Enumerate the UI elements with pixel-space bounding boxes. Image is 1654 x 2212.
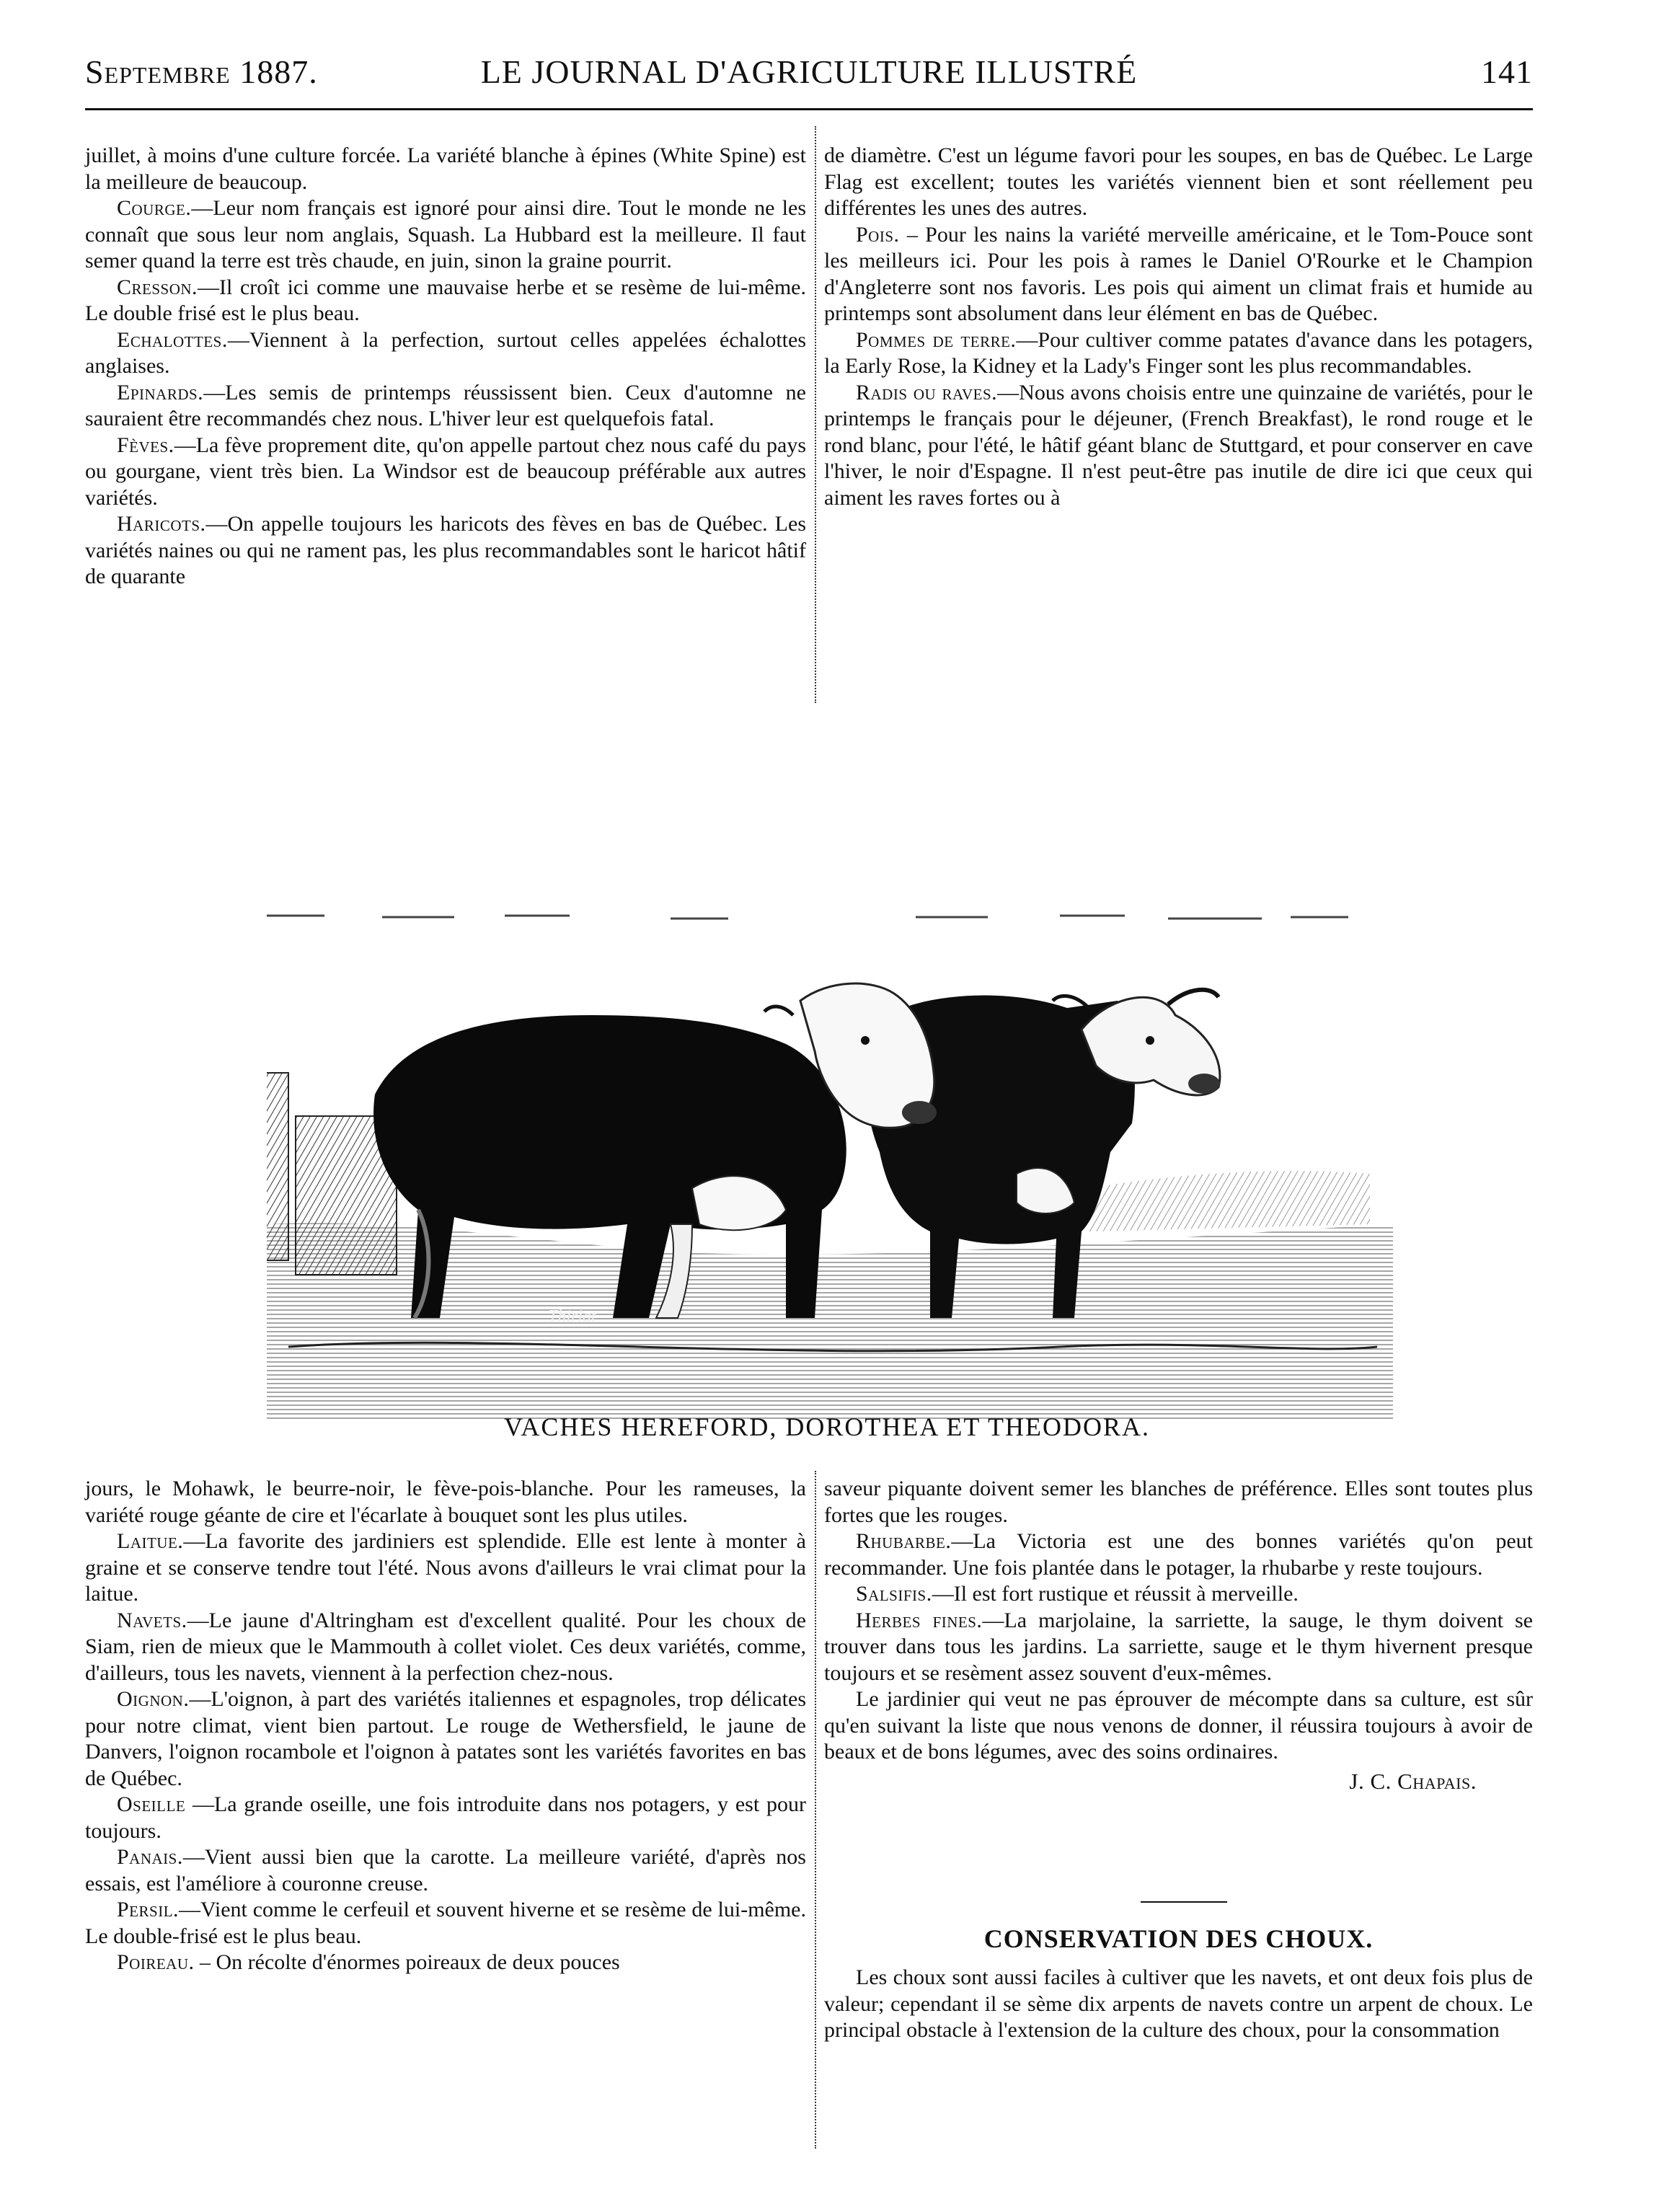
paragraph-text: —Viennent à la perfection, surtout celles appelées échalottes anglaises. xyxy=(85,327,806,378)
paragraph-text: —On appelle toujours les haricots des fèves en bas de Québec. Les variétés naines ou qui ne rament pas, les plus recommandables sont le haricot hâtif de quarante xyxy=(85,512,806,588)
paragraph-text: —Nous avons choisis entre une quinzaine de variétés, pour le printemps le français pour le déjeuner, (French Breakfast), le rond rouge et le rond blanc, pour l'été, le hâtif géant blanc de Stuttgard, et pour conserver en cave l'hiver, le noir d'Espagne. Il n'est peut-être pas inutile de dire ici que ceux qui aiment les raves fortes ou à xyxy=(824,380,1534,510)
entry-heading: Oseille xyxy=(117,1792,186,1816)
paragraph-haricots xyxy=(85,511,806,590)
paragraph-text: —Leur nom français est ignoré pour ainsi dire. Tout le monde ne les connaît que sous leur nom anglais, Squash. La Hubbard est la meilleure. Il faut semer quand la terre est très chaude, en juin, sinon la graine pourrit. xyxy=(85,196,806,273)
entry-heading: Poireau. xyxy=(117,1950,195,1974)
paragraph-echalottes xyxy=(85,327,806,380)
paragraph-text: —La grande oseille, une fois introduite dans nos potagers, y est pour toujours. xyxy=(85,1792,806,1843)
paragraph-epinards xyxy=(85,380,806,433)
paragraph xyxy=(85,1476,806,1529)
paragraph-conclusion xyxy=(824,1686,1533,1766)
entry-heading: Oignon. xyxy=(117,1687,190,1711)
paragraph-text: —Les semis de printemps réussissent bien. Ceux d'automne ne sauraient être recommandés chez nous. L'hiver leur est quelquefois fatal. xyxy=(85,380,806,430)
section-divider xyxy=(1141,1901,1227,1903)
paragraph-oignon xyxy=(85,1686,806,1792)
engraver-signature: Thiriat xyxy=(548,1307,596,1326)
paragraph-text: —La Victoria est une des bonnes variétés qu'on peut recommander. Une fois plantée dans le potager, la rhubarbe y reste toujours. xyxy=(824,1529,1533,1580)
entry-heading: Rhubarbe. xyxy=(856,1529,952,1553)
entry-heading: Laitue. xyxy=(117,1529,184,1553)
entry-heading: Persil. xyxy=(117,1898,180,1921)
paragraph-rhubarbe xyxy=(824,1529,1533,1581)
paragraph-text: —Il est fort rustique et réussit à merveille. xyxy=(932,1582,1299,1606)
column-bottom-right-continued xyxy=(824,1965,1533,2152)
paragraph xyxy=(824,1476,1533,1529)
paragraph-salsifis xyxy=(824,1581,1533,1608)
paragraph-courge xyxy=(85,195,806,275)
paragraph-pommes-de-terre xyxy=(824,327,1533,380)
column-separator xyxy=(815,1471,816,2149)
paragraph-text: Le jardinier qui veut ne pas éprouver de mécompte dans sa culture, est sûr qu'en suivant la liste que nous venons de donner, il réussira toujours à avoir de beaux et de bons légumes, avec des soins ordinaires. xyxy=(824,1687,1533,1764)
paragraph-text: —Pour cultiver comme patates d'avance dans les potagers, la Early Rose, la Kidney et la Lady's Finger sont les plus recommandables. xyxy=(824,327,1533,378)
entry-heading: Epinards. xyxy=(117,380,204,404)
paragraph-persil xyxy=(85,1897,806,1950)
paragraph-radis xyxy=(824,380,1533,512)
column-top-right xyxy=(824,143,1533,698)
paragraph-text: —Le jaune d'Altringham est d'excellent qualité. Pour les choux de Siam, rien de mieux que le Mammouth à collet violet. Ces deux variétés, comme, d'ailleurs, tous les navets, viennent à la perfection chez-nous. xyxy=(85,1608,806,1685)
paragraph-oseille xyxy=(85,1792,806,1844)
entry-heading: Panais. xyxy=(117,1845,183,1869)
author-signature xyxy=(824,1769,1477,1795)
paragraph-text: —Vient comme le cerfeuil et souvent hiverne et se resème de lui-même. Le double-frisé est le plus beau. xyxy=(85,1898,806,1948)
figure-caption: VACHES HEREFORD, DOROTHEA ET THEODORA. xyxy=(503,1412,1151,1441)
paragraph-herbes-fines xyxy=(824,1608,1533,1687)
entry-heading: Pois. xyxy=(856,222,900,247)
paragraph-choux xyxy=(824,1965,1533,2044)
entry-heading: Navets. xyxy=(117,1608,187,1632)
header-rule xyxy=(85,108,1533,110)
header-title: LE JOURNAL D'AGRICULTURE ILLUSTRÉ xyxy=(480,53,1138,90)
column-bottom-left xyxy=(85,1476,806,2146)
paragraph-text: —La marjolaine, la sarriette, la sauge, le thym doivent se trouver dans tous les jardins. La sarriette, sauge et le thym hivernent presque toujours et se resèment assez souvent d'eux-mêmes. xyxy=(824,1608,1533,1685)
paragraph-text: juillet, à moins d'une culture forcée. La variété blanche à épines (White Spine) est la meilleure de beaucoup. xyxy=(85,143,806,194)
entry-heading: Radis ou raves. xyxy=(856,380,998,404)
signature-text: J. C. Chapais. xyxy=(1349,1768,1477,1794)
paragraph-text: —La favorite des jardiniers est splendide. Elle est lente à monter à graine et se conserve tendre tout l'été. Nous avons d'ailleurs le vrai climat pour la laitue. xyxy=(85,1529,806,1606)
paragraph-text: – On récolte d'énormes poireaux de deux pouces xyxy=(194,1950,620,1974)
entry-heading: Echalottes. xyxy=(117,327,228,352)
page-header xyxy=(85,50,1533,101)
paragraph-feves xyxy=(85,433,806,512)
entry-heading: Herbes fines. xyxy=(856,1608,983,1632)
paragraph xyxy=(824,143,1533,222)
entry-heading: Haricots. xyxy=(117,512,206,536)
paragraph-laitue xyxy=(85,1529,806,1608)
paragraph-poireau xyxy=(85,1950,806,1976)
entry-heading: Salsifis. xyxy=(856,1582,932,1606)
column-top-left xyxy=(85,143,806,698)
hereford-cows-engraving xyxy=(267,914,1393,1419)
paragraph-text: jours, le Mohawk, le beurre-noir, le fève-pois-blanche. Pour les rameuses, la variété rouge géante de cire et l'écarlate à bouquet sont les plus utiles. xyxy=(85,1477,806,1527)
section-title: CONSERVATION DES CHOUX. xyxy=(983,1924,1374,1953)
paragraph-text: —Il croît ici comme une mauvaise herbe et se resème de lui-même. Le double frisé est le plus beau. xyxy=(85,275,806,325)
paragraph xyxy=(85,143,806,195)
paragraph-text: —L'oignon, à part des variétés italiennes et espagnoles, trop délicates pour notre climat, vient bien partout. Le rouge de Wethersfield, le jaune de Danvers, l'oignon rocambole et l'oignon à patates sont les variétés favorites en bas de Québec. xyxy=(85,1687,806,1790)
paragraph-pois xyxy=(824,222,1533,327)
paragraph-panais xyxy=(85,1844,806,1897)
header-date: Septembre 1887. xyxy=(85,53,318,90)
paragraph-navets xyxy=(85,1608,806,1687)
paragraph-text: saveur piquante doivent semer les blanches de préférence. Elles sont toutes plus fortes que les rouges. xyxy=(824,1477,1533,1527)
paragraph-text: —La fève proprement dite, qu'on appelle partout chez nous café du pays ou gourgane, vient très bien. La Windsor est de beaucoup préférable aux autres variétés. xyxy=(85,433,806,510)
entry-heading: Pommes de terre. xyxy=(856,327,1017,352)
paragraph-cresson xyxy=(85,275,806,327)
paragraph-text: Les choux sont aussi faciles à cultiver que les navets, et ont deux fois plus de valeur; cependant il se sème dix arpents de navets contre un arpent de choux. Le principal obstacle à l'extension de la culture des choux, pour la consommation xyxy=(824,1965,1533,2042)
paragraph-text: de diamètre. C'est un légume favori pour les soupes, en bas de Québec. Le Large Flag est excellent; toutes les variétés viennent bien et sont réellement peu différentes les unes des autres. xyxy=(824,143,1533,220)
entry-heading: Fèves. xyxy=(117,433,174,457)
column-separator xyxy=(815,126,816,703)
paragraph-text: – Pour les nains la variété merveille américaine, et le Tom-Pouce sont les meilleurs ici. Pour les pois à rames le Daniel O'Rourke et le Champion d'Angleterre sont nos favoris. Les pois qui aiment un climat frais et humide au printemps sont absolument dans leur élément en bas de Québec. xyxy=(824,222,1533,325)
engraving-illustration xyxy=(267,914,1393,1419)
paragraph-text: —Vient aussi bien que la carotte. La meilleure variété, d'après nos essais, est l'améliore à couronne creuse. xyxy=(85,1845,806,1895)
entry-heading: Courge. xyxy=(117,196,192,220)
entry-heading: Cresson. xyxy=(117,275,198,299)
page-number: 141 xyxy=(1481,53,1533,90)
sky-strokes xyxy=(267,916,1348,919)
